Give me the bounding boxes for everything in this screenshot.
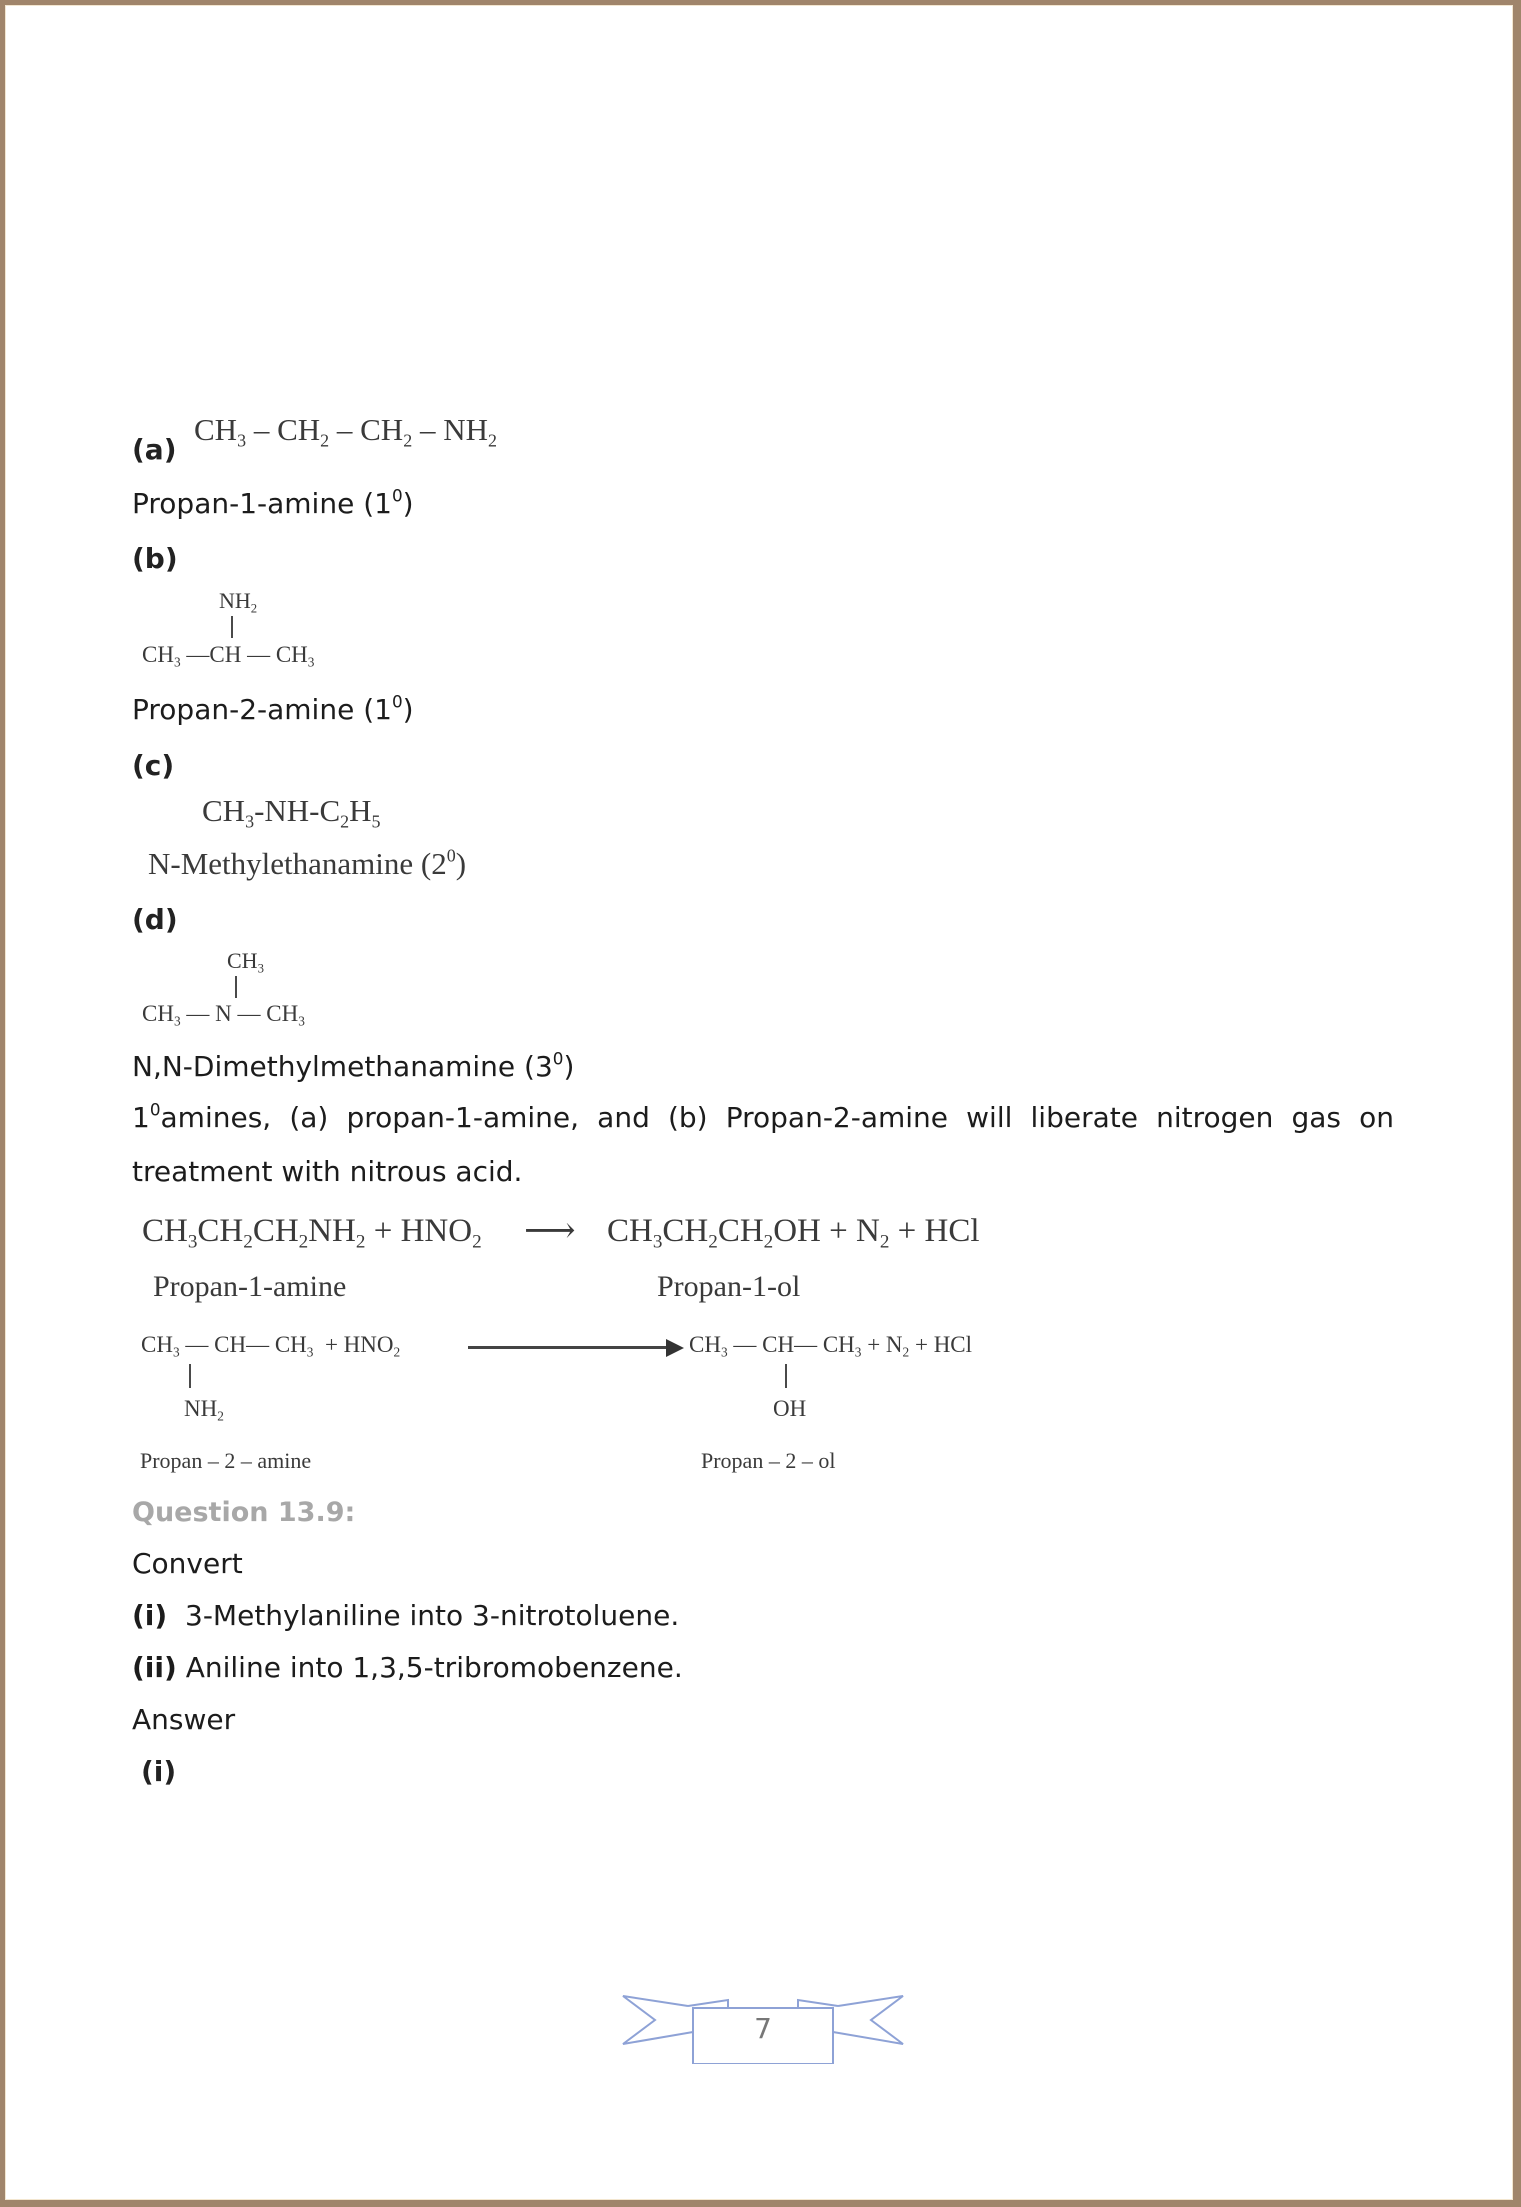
reaction-2-product-bond [785, 1364, 787, 1388]
part-b-name: Propan-2-amine $(1^0)$ [132, 691, 414, 726]
reaction-2-reactants: $CH_3$ — CH— $CH_3 + HNO_2$ [141, 1332, 401, 1360]
part-a-name: Propan-1-amine $(1^0)$ [132, 485, 414, 520]
reaction-1-reactants: $CH_3CH_2CH_2NH_2 + HNO_2$ [142, 1213, 482, 1253]
page-number-badge [618, 1984, 908, 2064]
document-page [5, 5, 1513, 2200]
part-d-name: N,N-Dimethylmethanamine $(3^0)$ [132, 1048, 575, 1083]
part-b-formula-branch: $NH_2$ [219, 588, 258, 616]
answer-label: Answer [132, 1703, 236, 1736]
part-d-formula-branch: $CH_3$ [227, 948, 264, 976]
answer-part-i-label: (i) [141, 1755, 177, 1788]
page-number: 7 [754, 2012, 772, 2045]
question-item-2-text: Aniline into 1,3,5-tribromobenzene. [185, 1651, 683, 1684]
part-b-bond [231, 616, 233, 638]
question-prompt: Convert [132, 1547, 243, 1580]
reaction-1-product-name: Propan-1-ol [657, 1270, 801, 1303]
part-d-bond [235, 976, 237, 998]
reaction-2-reactant-bond [189, 1364, 191, 1388]
reaction-1-arrow: ⟶ [524, 1210, 576, 1250]
part-c-name: N-Methylethanamine $(2^0)$ [148, 845, 467, 881]
reaction-1-reactant-name: Propan-1-amine [153, 1270, 347, 1303]
part-c-formula: $CH_3-NH-C_2H_5$ [202, 793, 381, 832]
question-item-2-label: (ii) [132, 1651, 177, 1684]
reaction-2-arrow-line [468, 1346, 668, 1349]
question-item-2 [132, 1651, 683, 1684]
part-b-label: (b) [132, 542, 178, 575]
reaction-2-products: $CH_3$ — CH— $CH_3 + N_2$ + HCl [689, 1332, 973, 1360]
part-c-label: (c) [132, 749, 175, 782]
question-item-1-text: 3-Methylaniline into 3-nitrotoluene. [185, 1599, 680, 1632]
part-b-formula: $CH_3$ —CH — $CH_3$ [142, 642, 315, 670]
question-title: Question 13.9: [132, 1497, 356, 1528]
reaction-1-products: $CH_3CH_2CH_2OH + N_2$ + HCl [607, 1213, 980, 1253]
reaction-2-reactant-branch: $NH_2$ [184, 1396, 224, 1424]
question-item-1 [132, 1599, 679, 1632]
question-item-1-label: (i) [132, 1599, 168, 1632]
explanation-paragraph: $1^0amines$, (a) propan-1-amine, and (b) Propan-2-amine will liberate nitrogen gas on treatment with nitrous acid. [132, 1099, 1394, 1188]
reaction-2-product-name: Propan – 2 – ol [701, 1448, 836, 1473]
part-a-label: (a) [132, 433, 177, 466]
reaction-2-arrow-head-icon [666, 1339, 684, 1357]
part-d-label: (d) [132, 903, 178, 936]
part-a-formula: $CH_3 - CH_2 - CH_2 - NH_2$ [194, 412, 497, 451]
reaction-2-product-branch: OH [773, 1396, 807, 1421]
reaction-2-reactant-name: Propan – 2 – amine [140, 1448, 312, 1473]
part-d-formula: $CH_3$ — N — $CH_3$ [142, 1001, 305, 1029]
